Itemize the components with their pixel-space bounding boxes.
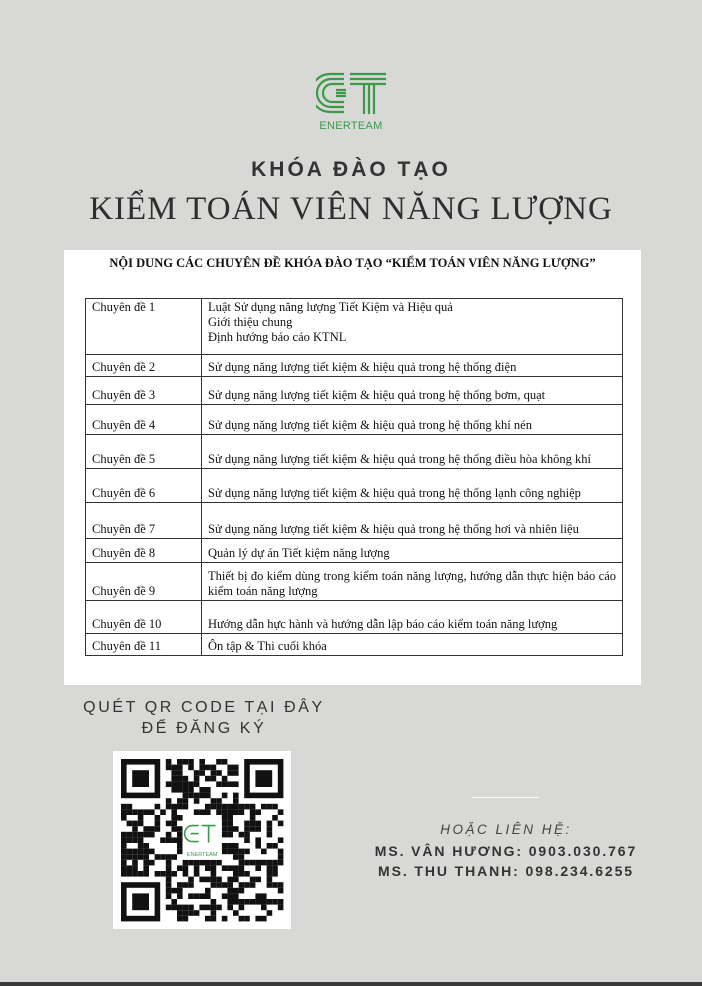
qr-logo-text: ENERTEAM [186, 851, 218, 858]
topic-line: Định hướng báo cáo KTNL [208, 330, 347, 344]
topic-description [202, 634, 623, 656]
topic-description [202, 503, 623, 539]
topic-line: Ôn tập & Thi cuối khóa [208, 639, 327, 653]
topic-label: Chuyên đề 5 [86, 435, 202, 469]
topic-line: Hướng dẫn hực hành và hướng dẫn lập báo cáo kiểm toán năng lượng [208, 617, 558, 631]
enerteam-logo-icon [316, 68, 390, 118]
topic-label: Chuyên đề 4 [86, 405, 202, 435]
topic-line: Sử dụng năng lượng tiết kiệm & hiệu quả trong hệ thống lạnh công nghiệp [208, 486, 581, 500]
contact-person-1: MS. VÂN HƯƠNG: 0903.030.767 [374, 843, 638, 859]
topic-row [86, 377, 623, 405]
topic-line: Giới thiệu chung [208, 315, 293, 329]
topic-description [202, 539, 623, 563]
topic-description [202, 601, 623, 634]
content-heading: NỘI DUNG CÁC CHUYÊN ĐỀ KHÓA ĐÀO TẠO “KIỂM TOÁN VIÊN NĂNG LƯỢNG” [109, 256, 596, 270]
topic-label: Chuyên đề 8 [86, 539, 202, 563]
topic-label: Chuyên đề 2 [86, 355, 202, 377]
topic-row [86, 539, 623, 563]
topic-description [202, 299, 623, 355]
topic-description [202, 435, 623, 469]
qr-code-icon[interactable] [113, 751, 291, 929]
topic-line: Sử dụng năng lượng tiết kiệm & hiệu quả trong hệ thống hơi và nhiên liệu [208, 522, 579, 536]
topic-line: Quản lý dự án Tiết kiệm năng lượng [208, 546, 390, 560]
topic-label: Chuyên đề 10 [86, 601, 202, 634]
topic-description [202, 563, 623, 601]
qr-heading [70, 697, 338, 739]
qr-heading-line2: ĐỂ ĐĂNG KÝ [141, 720, 267, 737]
topic-line: Sử dụng năng lượng tiết kiệm & hiệu quả trong hệ thống điện [208, 360, 517, 374]
course-content-panel [64, 250, 641, 685]
topics-table [85, 298, 623, 656]
qr-heading-line1: QUÉT QR CODE TẠI ĐÂY [83, 699, 325, 716]
page-title: KIỂM TOÁN VIÊN NĂNG LƯỢNG [89, 191, 613, 227]
contact-label: HOẶC LIÊN HỆ: [440, 822, 572, 837]
bottom-border [0, 982, 702, 986]
registration-qr-code[interactable] [113, 751, 291, 929]
topic-line: Sử dụng năng lượng tiết kiệm & hiệu quả trong hệ thống điều hòa không khí [208, 452, 591, 466]
topic-description [202, 405, 623, 435]
topic-line: Sử dụng năng lượng tiết kiệm & hiệu quả trong hệ thống khí nén [208, 418, 532, 432]
course-kicker: KHÓA ĐÀO TẠO [251, 158, 451, 181]
topic-description [202, 377, 623, 405]
topic-line: Sử dụng năng lượng tiết kiệm & hiệu quả trong hệ thống bơm, quạt [208, 388, 546, 402]
topic-row [86, 469, 623, 503]
topic-row [86, 563, 623, 601]
topic-row [86, 601, 623, 634]
topic-row [86, 634, 623, 656]
topic-label: Chuyên đề 1 [86, 299, 202, 355]
topic-row [86, 299, 623, 355]
topic-row [86, 355, 623, 377]
topics-table-body [86, 299, 623, 656]
topic-description [202, 355, 623, 377]
divider-line [472, 797, 539, 798]
topic-row [86, 503, 623, 539]
topic-row [86, 435, 623, 469]
topic-description [202, 469, 623, 503]
topic-label: Chuyên đề 11 [86, 634, 202, 656]
topic-label: Chuyên đề 6 [86, 469, 202, 503]
logo-wordmark: ENERTEAM [319, 120, 383, 132]
contact-person-2: MS. THU THANH: 098.234.6255 [378, 863, 634, 879]
topic-line: Thiết bị đo kiểm dùng trong kiểm toán năng lượng, hướng dẫn thực hiện báo cáo kiểm toán năng lượng [208, 569, 616, 598]
topic-label: Chuyên đề 7 [86, 503, 202, 539]
topic-row [86, 405, 623, 435]
topic-label: Chuyên đề 3 [86, 377, 202, 405]
topic-line: Luật Sử dụng năng lượng Tiết Kiệm và Hiệu quả [208, 300, 453, 314]
topic-label: Chuyên đề 9 [86, 563, 202, 601]
